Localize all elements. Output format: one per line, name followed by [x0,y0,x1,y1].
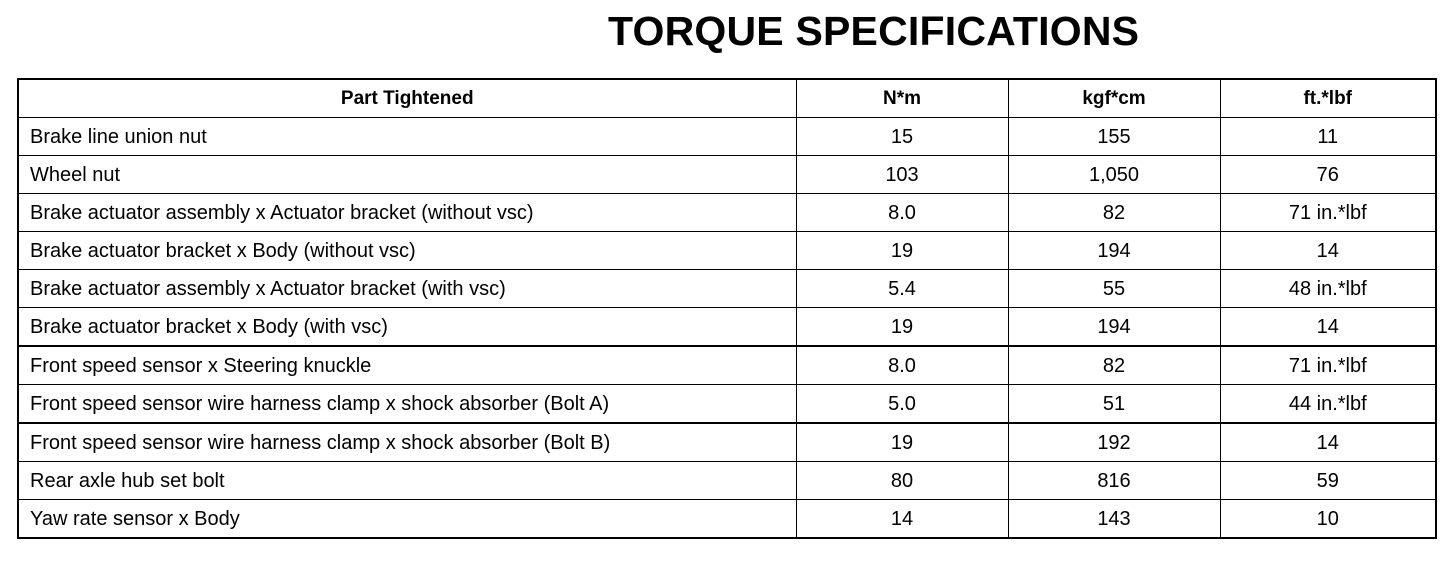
part-cell: Brake actuator assembly x Actuator bracket (with vsc) [18,270,796,308]
table-row [18,346,1436,385]
ftlbf-cell: 44 in.*lbf [1220,385,1436,424]
ftlbf-cell: 14 [1220,423,1436,462]
nm-cell: 5.4 [796,270,1008,308]
nm-cell: 19 [796,423,1008,462]
table-row [18,270,1436,308]
table-row [18,500,1436,539]
part-cell: Front speed sensor x Steering knuckle [18,346,796,385]
kgfcm-cell: 192 [1008,423,1220,462]
table-row [18,423,1436,462]
ftlbf-cell: 48 in.*lbf [1220,270,1436,308]
kgfcm-cell: 55 [1008,270,1220,308]
table-row [18,194,1436,232]
nm-cell: 19 [796,308,1008,347]
table-row [18,462,1436,500]
part-cell: Brake line union nut [18,118,796,156]
torque-spec-table [17,78,1437,539]
kgfcm-cell: 82 [1008,346,1220,385]
ftlbf-cell: 71 in.*lbf [1220,346,1436,385]
kgfcm-cell: 194 [1008,308,1220,347]
ftlbf-cell: 59 [1220,462,1436,500]
ftlbf-cell: 14 [1220,232,1436,270]
part-cell: Yaw rate sensor x Body [18,500,796,539]
ftlbf-cell: 14 [1220,308,1436,347]
nm-cell: 5.0 [796,385,1008,424]
kgfcm-cell: 194 [1008,232,1220,270]
nm-cell: 8.0 [796,194,1008,232]
header-kgf-cm: kgf*cm [1008,79,1220,118]
table-row [18,308,1436,347]
table-header-row [18,79,1436,118]
ftlbf-cell: 10 [1220,500,1436,539]
part-cell: Front speed sensor wire harness clamp x shock absorber (Bolt A) [18,385,796,424]
ftlbf-cell: 71 in.*lbf [1220,194,1436,232]
kgfcm-cell: 816 [1008,462,1220,500]
table-row [18,156,1436,194]
header-newton-meter: N*m [796,79,1008,118]
kgfcm-cell: 82 [1008,194,1220,232]
part-cell: Brake actuator bracket x Body (without vsc) [18,232,796,270]
nm-cell: 15 [796,118,1008,156]
table-row [18,232,1436,270]
table-row [18,385,1436,424]
kgfcm-cell: 51 [1008,385,1220,424]
nm-cell: 19 [796,232,1008,270]
ftlbf-cell: 11 [1220,118,1436,156]
kgfcm-cell: 155 [1008,118,1220,156]
kgfcm-cell: 143 [1008,500,1220,539]
kgfcm-cell: 1,050 [1008,156,1220,194]
nm-cell: 8.0 [796,346,1008,385]
header-part-tightened: Part Tightened [18,79,796,118]
part-cell: Brake actuator bracket x Body (with vsc) [18,308,796,347]
nm-cell: 14 [796,500,1008,539]
page-title: TORQUE SPECIFICATIONS [608,8,1140,54]
part-cell: Front speed sensor wire harness clamp x shock absorber (Bolt B) [18,423,796,462]
part-cell: Brake actuator assembly x Actuator bracket (without vsc) [18,194,796,232]
header-ft-lbf: ft.*lbf [1220,79,1436,118]
ftlbf-cell: 76 [1220,156,1436,194]
nm-cell: 103 [796,156,1008,194]
part-cell: Rear axle hub set bolt [18,462,796,500]
table-row [18,118,1436,156]
nm-cell: 80 [796,462,1008,500]
part-cell: Wheel nut [18,156,796,194]
